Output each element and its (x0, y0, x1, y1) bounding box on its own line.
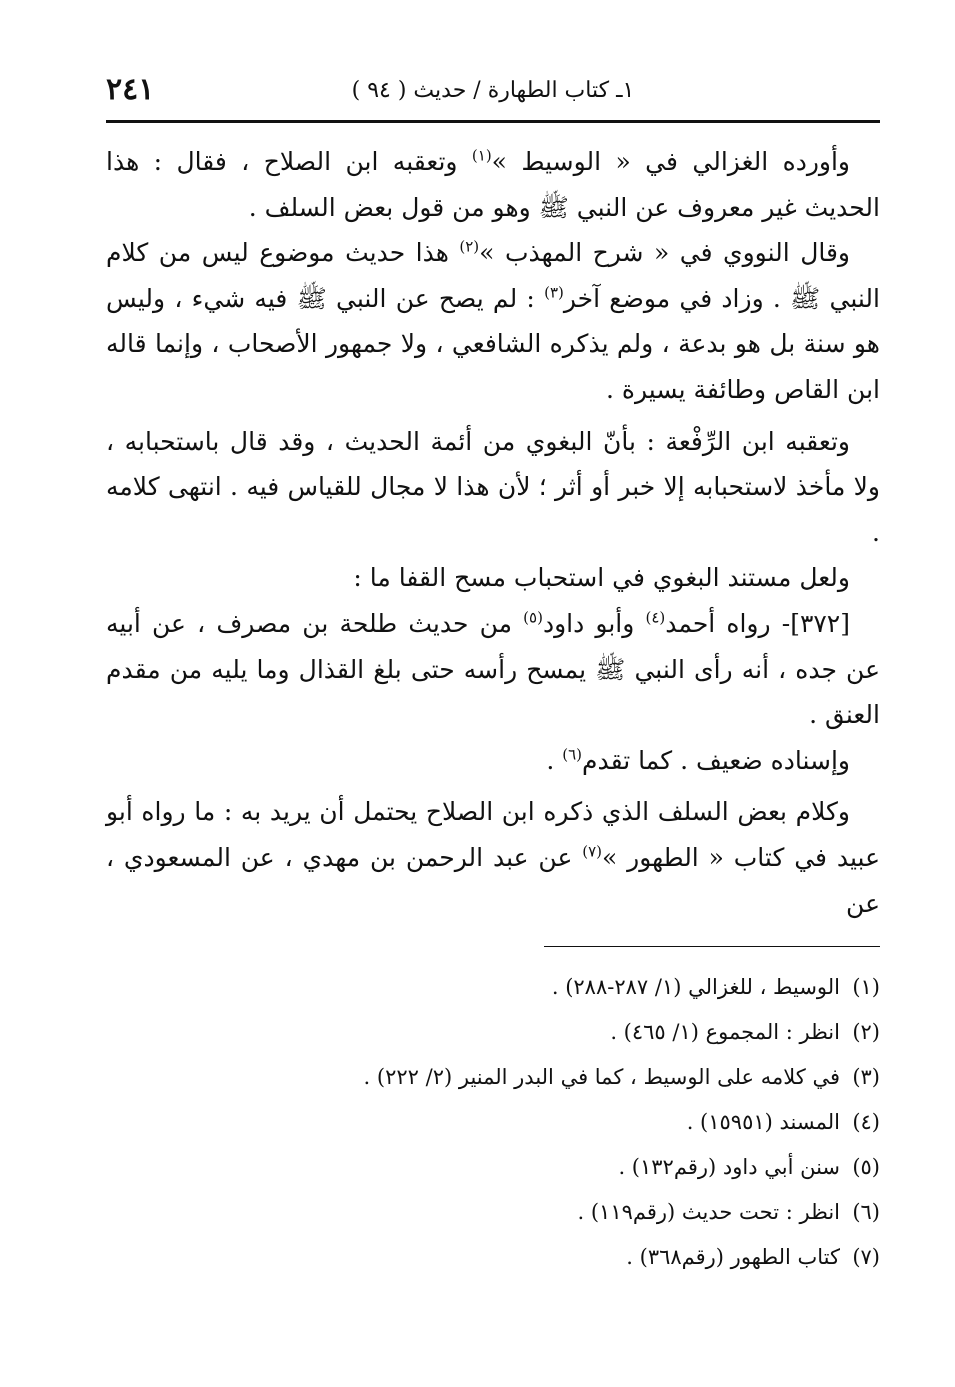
footnote-reference: (١) (471, 146, 492, 165)
footnote-text: كتاب الطهور (رقم٣٦٨) . (626, 1245, 840, 1270)
paragraph-text: [٣٧٢]- رواه أحمد (665, 608, 851, 638)
paragraph-text: وإسناده ضعيف . كما تقدم (582, 745, 850, 775)
footnote-number: (١) (852, 975, 880, 1000)
footnote-text: انظر : المجموع (١/ ٤٦٥) . (610, 1020, 840, 1045)
paragraph-text: ولعل مستند البغوي في استحباب مسح القفا ما : (353, 563, 850, 593)
main-text (106, 139, 880, 926)
footnote (106, 1055, 880, 1100)
footnote-reference: (٥) (523, 608, 543, 627)
footnote-text: الوسيط ، للغزالي (١/ ٢٨٧-٢٨٨) . (551, 975, 840, 1000)
header-rule (106, 120, 880, 123)
paragraph-text: من حديث طلحة بن مصرف ، عن أبيه عن جده ، أنه رأى النبي ﷺ يمسح رأسه حتى بلغ القذال وما يليه من مقدم العنق . (106, 608, 880, 730)
paragraph-text: عن عبد الرحمن بن مهدي ، عن المسعودي ، عن (106, 842, 880, 918)
footnote (106, 965, 880, 1010)
footnote-text: سنن أبي داود (رقم١٣٢) . (618, 1155, 840, 1180)
paragraph-text: وكلام بعض السلف الذي ذكره ابن الصلاح يحتمل أن يريد به : ما رواه أبو عبيد في كتاب « الطهور » (106, 797, 880, 872)
footnote-text: انظر : تحت حديث (رقم١١٩) . (577, 1200, 840, 1225)
page-number: ٢٤١ (106, 72, 155, 107)
paragraph-text: وأورده الغزالي في « الوسيط » (491, 147, 850, 176)
book-page (106, 72, 880, 1280)
footnote-reference: (٣) (544, 283, 564, 302)
footnote-text: المسند (١٥٩٥١) . (686, 1110, 840, 1135)
footnote (106, 1010, 880, 1055)
footnote (106, 1235, 880, 1280)
footnote (106, 1100, 880, 1145)
paragraph-text: هذا حديث موضوع ليس من كلام النبي ﷺ . وزاد في موضع آخر (106, 238, 880, 313)
paragraph (106, 601, 880, 738)
footnote-reference: (٧) (582, 842, 603, 861)
paragraph-text: وتعقبه ابن الصلاح ، فقال : هذا الحديث غير معروف عن النبي ﷺ وهو من قول بعض السلف . (106, 147, 880, 222)
footnote-reference: (٦) (562, 745, 583, 764)
footnote-text: في كلامه على الوسيط ، كما في البدر المنير (٢/ ٢٢٢) . (363, 1065, 840, 1090)
paragraph (106, 419, 880, 556)
footnote-reference: (٢) (459, 237, 480, 256)
paragraph (106, 789, 880, 926)
footnote-number: (٢) (852, 1020, 880, 1045)
footnote-number: (٣) (852, 1065, 880, 1090)
footnote-reference: (٤) (645, 608, 666, 627)
running-title: ١ـ كتاب الطهارة / حديث ( ٩٤ ) (351, 78, 635, 103)
paragraph-text: وقال النووي في « شرح المهذب » (479, 238, 850, 268)
footnotes (106, 965, 880, 1280)
footnote-number: (٥) (852, 1155, 880, 1180)
footnote-separator (544, 946, 880, 947)
paragraph-text: . (546, 745, 563, 775)
page-header (106, 72, 880, 116)
paragraph-text: وأبو داود (542, 608, 646, 638)
paragraph (106, 139, 880, 230)
footnote (106, 1145, 880, 1190)
paragraph-text: : لم يصح عن النبي ﷺ فيه شيء ، وليس هو سنة بل هو بدعة ، ولم يذكره الشافعي ، ولا جمهور الأصحاب ، وإنما قاله ابن القاص وطائفة يسيرة . (106, 283, 880, 404)
paragraph-text: وتعقبه ابن الرِّفْعة : بأنّ البغوي من أئمة الحديث ، وقد قال باستحبابه ، ولا مأخذ لاستحبابه إلا خبر أو أثر ؛ لأن هذا لا مجال للقياس فيه . انتهى كلامه . (106, 426, 880, 547)
footnote (106, 1190, 880, 1235)
paragraph (106, 738, 880, 784)
paragraph (106, 555, 880, 601)
paragraph (106, 230, 880, 412)
footnote-number: (٧) (852, 1245, 880, 1270)
footnote-number: (٤) (852, 1110, 880, 1135)
footnote-number: (٦) (852, 1200, 880, 1225)
